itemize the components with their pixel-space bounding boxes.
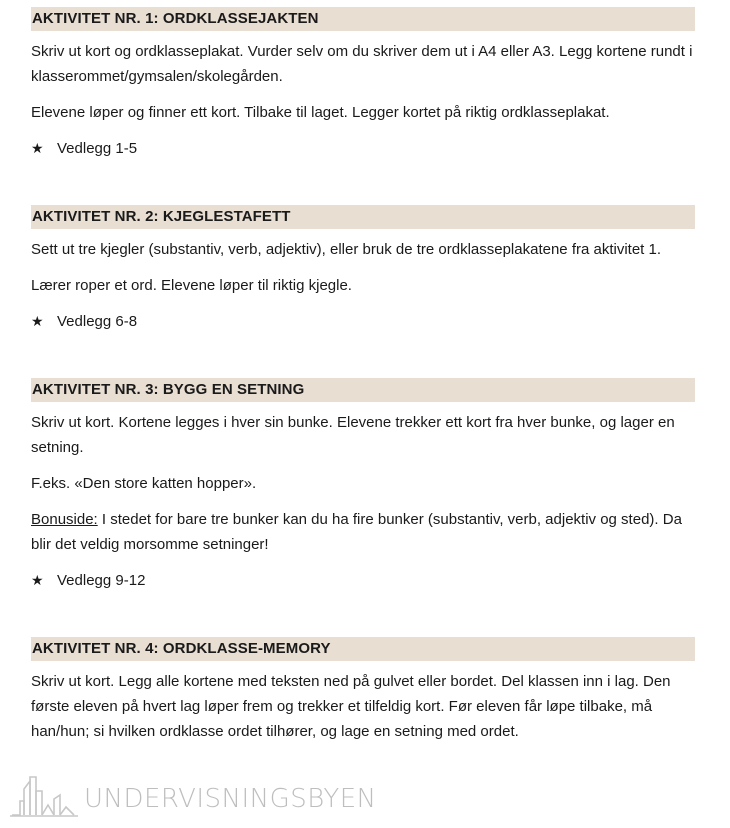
star-icon: ★ [31, 313, 44, 329]
attachment-label: Vedlegg 6-8 [57, 313, 138, 330]
activity-2-paragraph-1: Sett ut tre kjegler (substantiv, verb, adjektiv), eller bruk de tre ordklasseplakatene fra aktivitet 1. [31, 241, 662, 258]
star-icon: ★ [31, 572, 44, 588]
activity-1 [31, 7, 695, 161]
attachment-label: Vedlegg 1-5 [57, 140, 138, 157]
bonus-label: Bonuside: [31, 511, 98, 528]
activity-4-paragraph-1: Skriv ut kort. Legg alle kortene med teksten ned på gulvet eller bordet. Del klassen inn i lag. Den første eleven på hvert lag løper frem og trekker et tilfeldig kort. Før eleven får løpe tilbake, må han/hun; si hvilken ordklasse ordet tilhører, og lage en setning med ordet. [31, 673, 671, 740]
activity-3-attachment [31, 568, 695, 593]
activity-3-paragraph-2: F.eks. «Den store katten hopper». [31, 475, 257, 492]
activity-1-paragraph-1: Skriv ut kort og ordklasseplakat. Vurder selv om du skriver dem ut i A4 eller A3. Legg kortene rundt i klasserommet/gymsalen/skolegården. [31, 43, 693, 85]
activity-1-heading: AKTIVITET NR. 1: ORDKLASSEJAKTEN [31, 7, 695, 31]
activity-3-heading: AKTIVITET NR. 3: BYGG EN SETNING [31, 378, 695, 402]
activity-2-attachment [31, 309, 695, 334]
activity-2-heading: AKTIVITET NR. 2: KJEGLESTAFETT [31, 205, 695, 229]
activity-3-paragraph-1: Skriv ut kort. Kortene legges i hver sin bunke. Elevene trekker ett kort fra hver bunke, og lager en setning. [31, 414, 675, 456]
activity-4-heading: AKTIVITET NR. 4: ORDKLASSE-MEMORY [31, 637, 695, 661]
activity-1-paragraph-2: Elevene løper og finner ett kort. Tilbake til laget. Legger kortet på riktig ordklasseplakat. [31, 104, 610, 121]
activity-4 [31, 637, 695, 744]
activity-2-paragraph-2: Lærer roper et ord. Elevene løper til riktig kjegle. [31, 277, 352, 294]
document-page [31, 7, 695, 788]
bonus-text: I stedet for bare tre bunker kan du ha fire bunker (substantiv, verb, adjektiv og sted). Da blir det veldig morsomme setninger! [31, 511, 682, 553]
activity-2 [31, 205, 695, 334]
attachment-label: Vedlegg 9-12 [57, 572, 146, 589]
activity-3-bonus-paragraph [31, 507, 695, 557]
watermark-text: UNDERVISNINGSBYEN [84, 784, 377, 814]
activity-3 [31, 378, 695, 593]
activity-1-attachment [31, 136, 695, 161]
star-icon: ★ [31, 140, 44, 156]
